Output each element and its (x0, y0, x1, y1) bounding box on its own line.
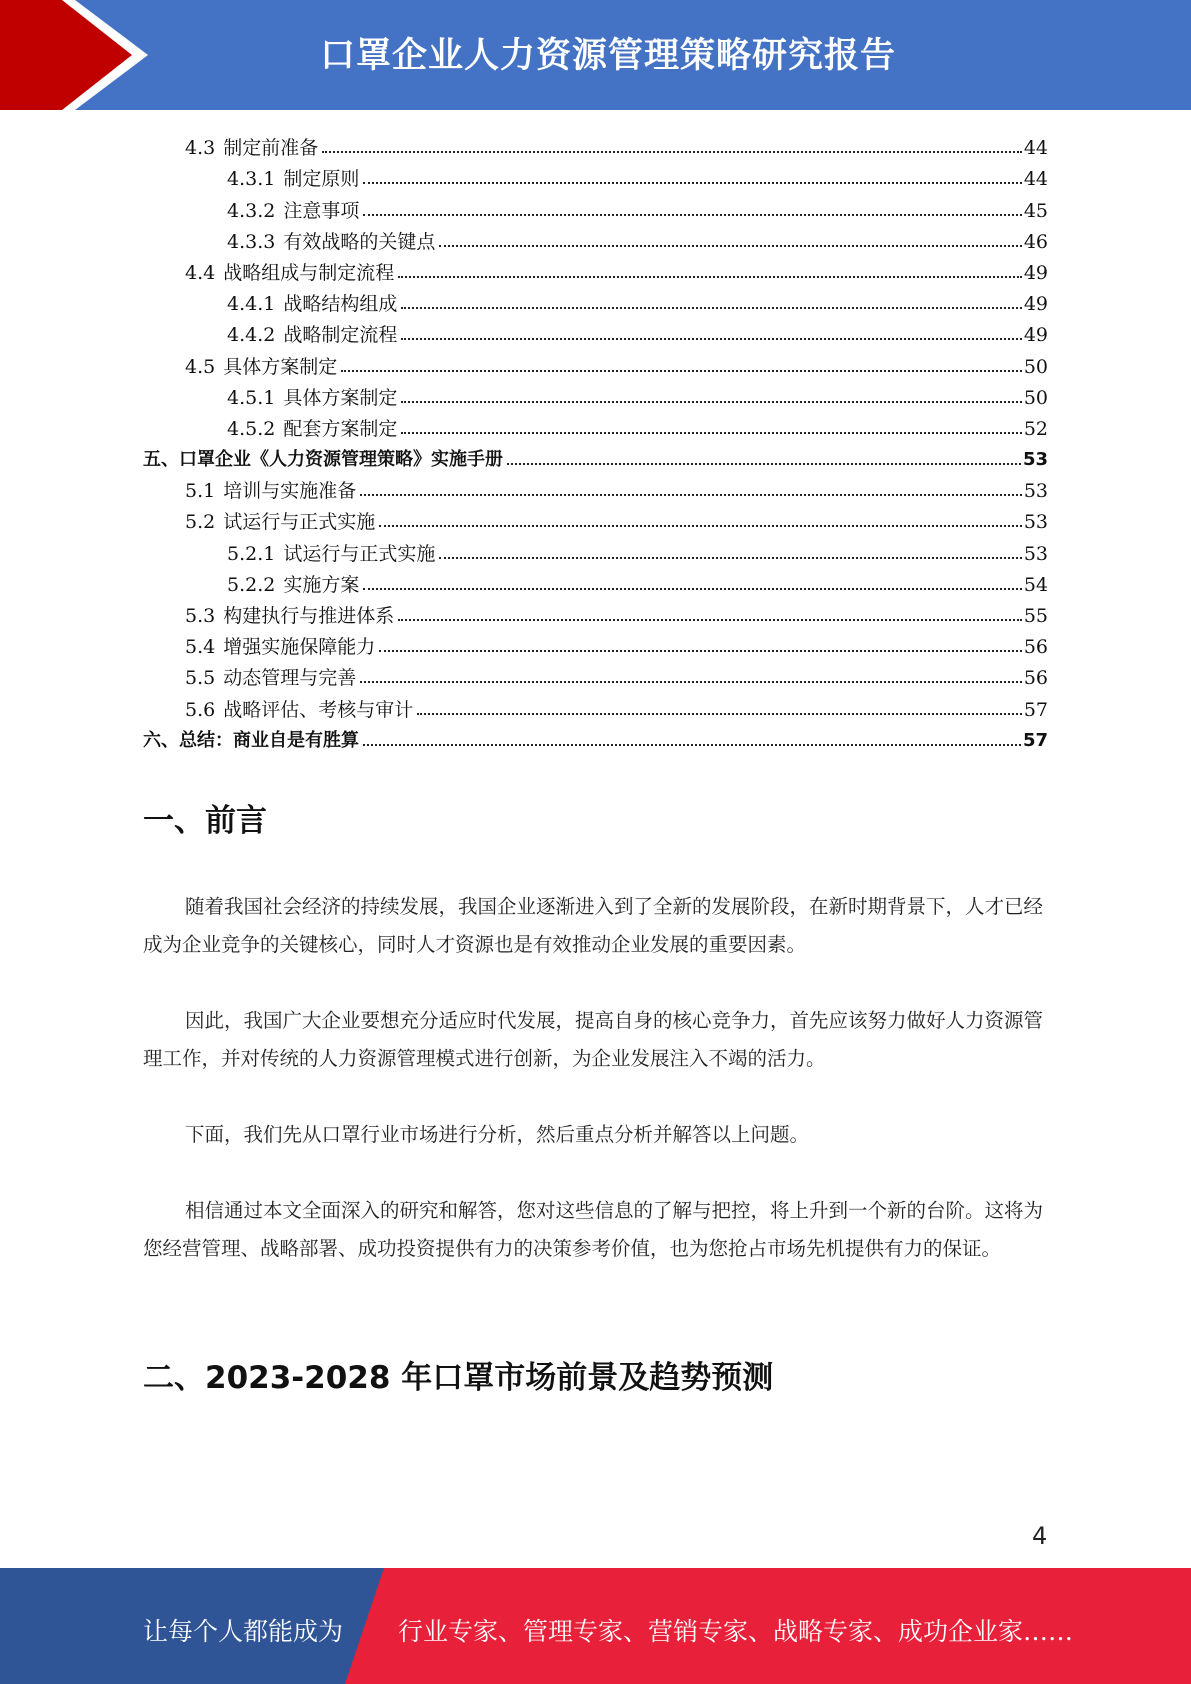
toc-entry-text: 制定前准备 (223, 137, 319, 160)
toc-dot-leader (401, 432, 1021, 434)
toc-entry-text: 有效战略的关键点 (283, 230, 436, 253)
toc-entry-label (227, 293, 399, 315)
toc-entry[interactable] (143, 378, 1048, 409)
toc-entry-label (185, 137, 320, 159)
toc-entry[interactable] (143, 721, 1048, 752)
toc-entry-text: 构建执行与推进体系 (223, 605, 395, 627)
toc-entry-number: 4.4.1 (227, 293, 276, 316)
section-heading-market-forecast: 二、2023-2028 年口罩市场前景及趋势预测 (143, 1360, 774, 1396)
toc-entry-page: 57 (1023, 698, 1048, 721)
toc-entry-text: 配套方案制定 (283, 417, 398, 440)
document-title: 口罩企业人力资源管理策略研究报告 (320, 36, 897, 76)
toc-entry-label (143, 730, 361, 752)
toc-entry-page: 53 (1022, 449, 1048, 471)
toc-entry-label (185, 636, 377, 658)
toc-entry-label (227, 168, 361, 190)
toc-entry[interactable] (143, 471, 1048, 502)
toc-entry-number: 5.4 (185, 636, 216, 659)
toc-entry-label (227, 543, 437, 565)
toc-entry[interactable] (143, 502, 1048, 533)
toc-entry-text: 战略制定流程 (283, 324, 398, 347)
toc-dot-leader (363, 744, 1021, 746)
table-of-contents (143, 128, 1048, 752)
toc-entry-number: 5.2.2 (227, 573, 276, 596)
toc-entry-text: 试运行与正式实施 (283, 542, 436, 565)
toc-entry-label (185, 605, 396, 627)
toc-entry-number: 5.6 (185, 698, 216, 721)
toc-entry-page: 46 (1023, 230, 1048, 253)
toc-entry[interactable] (143, 128, 1048, 159)
toc-entry-label (185, 699, 415, 721)
toc-entry-page: 56 (1023, 636, 1048, 659)
toc-dot-leader (363, 588, 1021, 590)
toc-entry-text: 六、总结：商业自是有胜算 (143, 729, 359, 751)
toc-entry-text: 战略结构组成 (283, 293, 398, 316)
toc-entry-number: 4.5.1 (227, 386, 276, 409)
footer-slogan-right: 行业专家、管理专家、营销专家、战略专家、成功企业家…… (398, 1617, 1074, 1646)
toc-dot-leader (379, 650, 1022, 652)
toc-entry-text: 五、口罩企业《人力资源管理策略》实施手册 (143, 449, 503, 471)
toc-entry-number: 4.5.2 (227, 417, 276, 440)
toc-entry-number: 5.2.1 (227, 542, 276, 565)
toc-entry-label (185, 262, 396, 284)
toc-entry-label (185, 480, 358, 502)
header-band (0, 0, 1191, 110)
toc-entry-page: 49 (1023, 261, 1048, 284)
toc-dot-leader (439, 245, 1021, 247)
toc-dot-leader (401, 307, 1021, 309)
toc-entry-number: 4.4.2 (227, 324, 276, 347)
paragraph: 因此，我国广大企业要想充分适应时代发展，提高自身的核心竞争力，首先应该努力做好人力资源管理工作，并对传统的人力资源管理模式进行创新，为企业发展注入不竭的活力。 (143, 1009, 1044, 1070)
paragraph: 相信通过本文全面深入的研究和解答，您对这些信息的了解与把控，将上升到一个新的台阶。这将为您经营管理、战略部署、成功投资提供有力的决策参考价值，也为您抢占市场先机提供有力的保证。 (143, 1199, 1044, 1260)
toc-entry-number: 5.2 (185, 511, 216, 534)
toc-dot-leader (401, 338, 1021, 340)
toc-dot-leader (379, 525, 1022, 527)
toc-dot-leader (341, 370, 1022, 372)
toc-entry-page: 49 (1023, 293, 1048, 316)
toc-entry[interactable] (143, 627, 1048, 658)
toc-entry-page: 53 (1023, 542, 1048, 565)
toc-entry-page: 44 (1023, 137, 1048, 160)
toc-entry[interactable] (143, 658, 1048, 689)
toc-dot-leader (398, 619, 1022, 621)
toc-entry-label (185, 356, 339, 378)
toc-entry-page: 53 (1023, 480, 1048, 503)
toc-entry-label (227, 387, 399, 409)
toc-entry-text: 战略评估、考核与审计 (223, 698, 414, 721)
toc-entry-number: 4.4 (185, 261, 216, 284)
toc-dot-leader (401, 401, 1021, 403)
section-heading-preface: 一、前言 (143, 803, 267, 839)
toc-entry-label (185, 667, 358, 689)
toc-entry-text: 具体方案制定 (223, 355, 338, 378)
toc-dot-leader (417, 713, 1022, 715)
toc-entry-text: 注意事项 (283, 199, 360, 222)
toc-entry[interactable] (143, 689, 1048, 720)
toc-entry-number: 4.3 (185, 137, 216, 160)
toc-entry-number: 4.3.3 (227, 230, 276, 253)
toc-entry-label (227, 574, 361, 596)
toc-entry[interactable] (143, 596, 1048, 627)
toc-entry-page: 54 (1023, 573, 1048, 596)
footer-band (0, 1568, 1191, 1684)
paragraph: 随着我国社会经济的持续发展，我国企业逐渐进入到了全新的发展阶段，在新时期背景下，人才已经成为企业竞争的关键核心，同时人才资源也是有效推动企业发展的重要因素。 (143, 895, 1044, 956)
toc-entry-text: 试运行与正式实施 (223, 511, 376, 534)
toc-entry-page: 52 (1023, 417, 1048, 440)
toc-dot-leader (439, 557, 1021, 559)
toc-entry-label (185, 511, 377, 533)
toc-entry[interactable] (143, 565, 1048, 596)
toc-entry-page: 49 (1023, 324, 1048, 347)
toc-entry-label (143, 449, 505, 471)
toc-entry-number: 5.1 (185, 480, 216, 503)
toc-entry-label (227, 231, 437, 253)
toc-entry-text: 培训与实施准备 (223, 480, 357, 503)
toc-entry-number: 4.5 (185, 355, 216, 378)
toc-entry-text: 增强实施保障能力 (223, 636, 376, 659)
toc-entry-label (227, 200, 361, 222)
toc-entry-page: 50 (1023, 386, 1048, 409)
toc-entry-page: 45 (1023, 199, 1048, 222)
toc-dot-leader (360, 681, 1022, 683)
toc-entry[interactable] (143, 533, 1048, 564)
footer-slogan-left: 让每个人都能成为 (143, 1617, 344, 1646)
toc-entry-page: 55 (1023, 605, 1048, 627)
page-number: 4 (1032, 1522, 1048, 1550)
toc-entry-page: 53 (1023, 511, 1048, 534)
toc-entry-number: 4.3.2 (227, 199, 276, 222)
toc-entry-number: 4.3.1 (227, 168, 276, 191)
toc-entry[interactable] (143, 253, 1048, 284)
toc-entry[interactable] (143, 409, 1048, 440)
red-chevron-decoration (0, 0, 150, 110)
toc-entry-text: 实施方案 (283, 573, 360, 596)
toc-entry-text: 战略组成与制定流程 (223, 261, 395, 284)
toc-dot-leader (507, 463, 1021, 465)
toc-entry-page: 50 (1023, 355, 1048, 378)
toc-dot-leader (398, 276, 1022, 278)
toc-dot-leader (322, 151, 1022, 153)
toc-entry[interactable] (143, 284, 1048, 315)
toc-entry-text: 具体方案制定 (283, 386, 398, 409)
toc-entry-number: 5.5 (185, 667, 216, 690)
toc-dot-leader (360, 494, 1022, 496)
toc-dot-leader (363, 182, 1021, 184)
toc-entry[interactable] (143, 346, 1048, 377)
toc-entry[interactable] (143, 315, 1048, 346)
toc-entry-label (227, 418, 399, 440)
toc-entry-label (227, 324, 399, 346)
toc-entry-text: 制定原则 (283, 168, 360, 191)
paragraph: 下面，我们先从口罩行业市场进行分析，然后重点分析并解答以上问题。 (185, 1123, 810, 1146)
toc-entry[interactable] (143, 440, 1048, 471)
toc-dot-leader (363, 214, 1021, 216)
toc-entry[interactable] (143, 222, 1048, 253)
toc-entry-page: 56 (1023, 667, 1048, 690)
toc-entry-page: 44 (1023, 168, 1048, 191)
toc-entry[interactable] (143, 190, 1048, 221)
toc-entry[interactable] (143, 159, 1048, 190)
toc-entry-text: 动态管理与完善 (223, 667, 357, 690)
toc-entry-page: 57 (1022, 729, 1048, 751)
toc-entry-number: 5.3 (185, 605, 216, 627)
